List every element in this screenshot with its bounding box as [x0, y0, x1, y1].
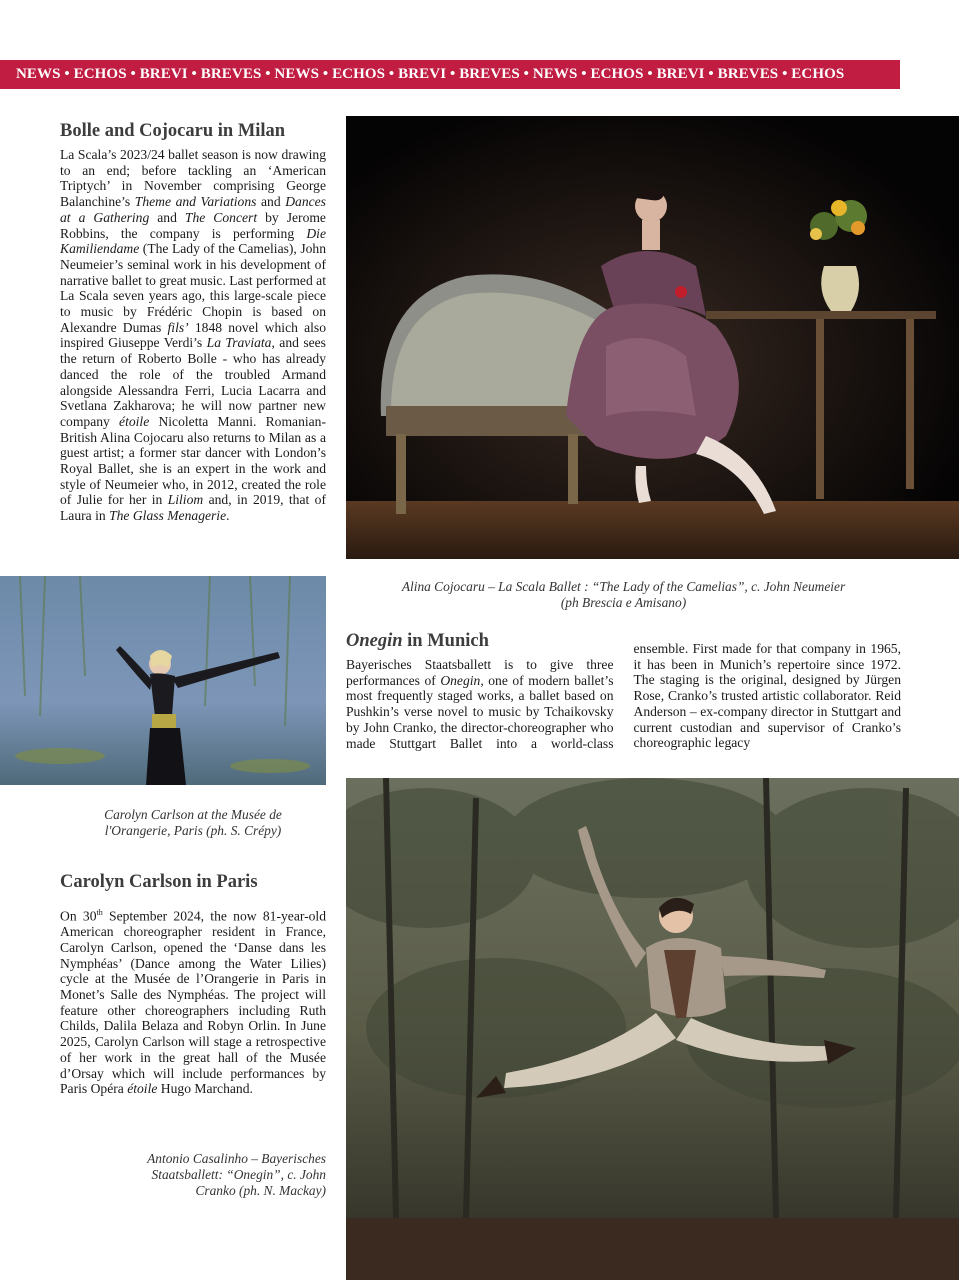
paris-article-title: Carolyn Carlson in Paris: [60, 872, 258, 892]
carlson-photo-caption: Carolyn Carlson at the Musée de l'Orangerie, Paris (ph. S. Crépy): [104, 807, 282, 838]
news-banner: NEWS • ECHOS • BREVI • BREVES • NEWS • ECHOS • BREVI • BREVES • NEWS • ECHOS • BREVI • BREVES • ECHOS: [0, 60, 900, 89]
paris-article-body: On 30th September 2024, the now 81-year-old American choreographer resident in France, Carolyn Carlson, opened the ‘Danse dans les Nymphéas’ (Dance among the Water Lilies) cycle at the Musée de l’Orangerie in Paris in Monet’s Salle des Nymphéas. The project will feature other choreographers including Ruth Childs, Dalila Belaza and Robyn Orlin. In June 2025, Carolyn Carlson will stage a retrospective of her work in the great hall of the Musée d’Orsay which will include performances by Paris Opéra étoile Hugo Marchand.: [60, 908, 326, 1097]
cojocaru-photo-caption: Alina Cojocaru – La Scala Ballet : “The Lady of the Camelias”, c. John Neumeier (ph Brescia e Amisano): [401, 579, 846, 610]
photo-carolyn-carlson: [0, 576, 326, 785]
casalinho-photo-caption: Antonio Casalinho – Bayerisches Staatsballett: “Onegin”, c. John Cranko (ph. N. Mackay): [147, 1151, 326, 1198]
photo-casalinho-onegin: [346, 778, 959, 1280]
milan-article-body: La Scala’s 2023/24 ballet season is now drawing to an end; before tackling an ‘American Triptych’ in November comprising George Balanchine’s Theme and Variations and Dances at a Gathering and The Concert by Jerome Robbins, the company is performing Die Kamiliendame (The Lady of the Camelias), John Neumeier’s seminal work in his development of narrative ballet to great music. Last performed at La Scala seven years ago, this large-scale piece to music by Frédéric Chopin is based on Alexandre Dumas fils’ 1848 novel which also inspired Giuseppe Verdi’s La Traviata, and sees the return of Roberto Bolle - who has already danced the role of the troubled Armand alongside Alessandra Ferri, Lucia Lacarra and Svetlana Zakharova; he will now partner new company étoile Nicoletta Manni. Romanian-British Alina Cojocaru also returns to Milan as a guest artist; a former star dancer with London’s Royal Ballet, she is an expert in the work and style of Neumeier who, in 2012, created the role of Julie for her in Liliom and, in 2019, that of Laura in The Glass Menagerie.: [60, 147, 326, 524]
munich-article-body: Bayerisches Staatsballett is to give three performances of Onegin, one of modern ballet’s most frequently staged works, a ballet based on Pushkin’s verse novel to music by Tchaikovsky by John Cranko, the director-choreographer who made Stuttgart Ballet into a world-class ensemble. First made for that company in 1965, it has been in Munich’s repertoire since 1972. The staging is the original, designed by Jürgen Rose, Cranko’s trusted artistic collaborator. Reid Anderson – ex-company director in Stuttgart and current custodian and supervisor of Cranko’s choreographic legacy: [346, 641, 901, 751]
photo-cojocaru-camelias: [346, 116, 959, 559]
milan-article-title: Bolle and Cojocaru in Milan: [60, 121, 286, 141]
munich-article-title: Onegin in Munich: [346, 631, 489, 651]
